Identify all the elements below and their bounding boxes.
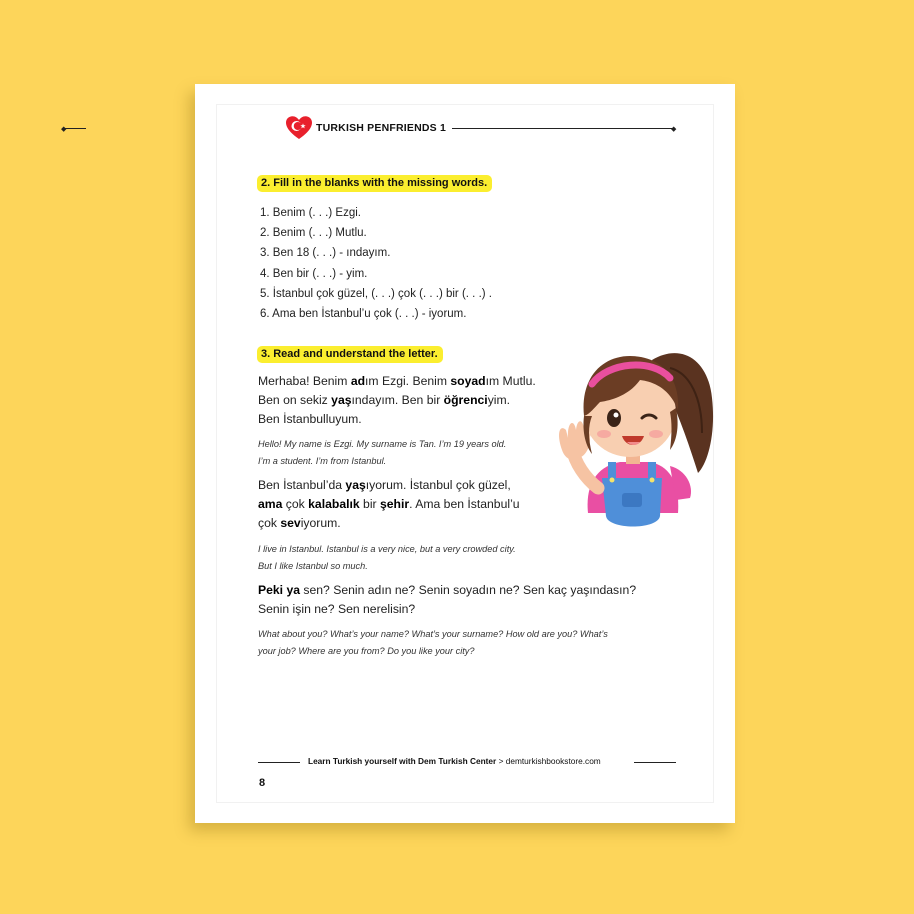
text-run: ım Mutlu. xyxy=(485,374,536,388)
letter-paragraph-2 xyxy=(258,476,520,533)
bold-word: Peki ya xyxy=(258,583,301,597)
translation-line: I’m a student. I’m from Istanbul. xyxy=(258,455,387,466)
text-line xyxy=(258,476,520,495)
turkish-flag-heart-icon xyxy=(285,115,313,141)
text-run: Ben on sekiz xyxy=(258,393,332,407)
text-run: Merhaba! Benim xyxy=(258,374,351,388)
exercise-2-list xyxy=(260,203,492,324)
bold-word: kalabalık xyxy=(308,497,360,511)
text-run: ıyorum. İstanbul çok güzel, xyxy=(365,478,511,492)
bold-word: öğrenci xyxy=(443,393,488,407)
footer-brand: Learn Turkish yourself with Dem Turkish Center xyxy=(308,756,497,766)
exercise-item: 6. Ama ben İstanbul’u çok (. . .) - iyorum. xyxy=(260,308,467,321)
text-line xyxy=(258,391,536,410)
exercise-item: 2. Benim (. . .) Mutlu. xyxy=(260,227,367,240)
bold-word: ad xyxy=(350,374,366,388)
letter-translation-3 xyxy=(258,626,608,659)
letter-paragraph-1 xyxy=(258,372,536,429)
text-line xyxy=(258,514,520,533)
exercise-item: 1. Benim (. . .) Ezgi. xyxy=(260,207,361,219)
translation-line: your job? Where are you from? Do you like your city? xyxy=(258,645,475,656)
letter-translation-1 xyxy=(258,436,506,469)
letter-translation-2 xyxy=(258,541,516,574)
exercise-item: 4. Ben bir (. . .) - yim. xyxy=(260,267,368,280)
text-run: . Ama ben İstanbul’u xyxy=(409,497,520,511)
text-run: yim. xyxy=(487,393,511,407)
page-number: 8 xyxy=(259,777,266,789)
header-arrow-left-icon: ◆ xyxy=(61,126,67,133)
bold-word: soyad xyxy=(450,374,486,388)
text-run: çok xyxy=(282,497,309,511)
header-rule-left xyxy=(64,128,86,129)
text-run: Ben İstanbul’da xyxy=(258,478,346,492)
text-line: Senin işin ne? Sen nerelisin? xyxy=(258,602,416,616)
text-run: sen? Senin adın ne? Senin soyadın ne? Sen kaç yaşındasın? xyxy=(300,583,637,597)
text-line xyxy=(258,581,636,600)
exercise-item: 5. İstanbul çok güzel, (. . .) çok (. . .) bir (. . .) . xyxy=(260,287,492,300)
exercise-item: 3. Ben 18 (. . .) - ındayım. xyxy=(260,247,391,260)
bold-word: sev xyxy=(280,516,301,530)
header-title: TURKISH PENFRIENDS 1 xyxy=(316,122,447,134)
text-line xyxy=(258,372,536,391)
text-line xyxy=(258,495,520,514)
translation-line: But I like Istanbul so much. xyxy=(258,560,368,571)
text-run: ındayım. Ben bir xyxy=(351,393,444,407)
bold-word: yaş xyxy=(331,393,352,407)
bold-word: şehir xyxy=(379,497,410,511)
header-arrow-right-icon: ◆ xyxy=(671,126,677,133)
translation-line: What about you? What’s your name? What’s your surname? How old are you? What’s xyxy=(258,629,608,639)
footer-website: > demturkishbookstore.com xyxy=(496,756,601,766)
footer-text xyxy=(308,756,601,766)
page-header xyxy=(61,114,677,144)
waving-girl-illustration xyxy=(530,338,720,538)
bold-word: yaş xyxy=(345,478,366,492)
text-run: ım Ezgi. Benim xyxy=(365,374,451,388)
page-footer xyxy=(258,754,678,770)
text-run: bir xyxy=(359,497,380,511)
letter-paragraph-3 xyxy=(258,581,636,619)
text-run: çok xyxy=(258,516,281,530)
exercise-2-title: 2. Fill in the blanks with the missing words. xyxy=(257,175,492,192)
text-run: iyorum. xyxy=(300,516,341,530)
header-rule-right xyxy=(452,128,674,129)
footer-rule-right xyxy=(634,762,676,763)
exercise-3-title: 3. Read and understand the letter. xyxy=(257,346,443,363)
bold-word: ama xyxy=(258,497,283,511)
text-line: Ben İstanbulluyum. xyxy=(258,412,362,426)
footer-rule-left xyxy=(258,762,300,763)
translation-line: Hello! My name is Ezgi. My surname is Tan. I’m 19 years old. xyxy=(258,439,507,449)
translation-line: I live in Istanbul. Istanbul is a very nice, but a very crowded city. xyxy=(258,544,516,554)
